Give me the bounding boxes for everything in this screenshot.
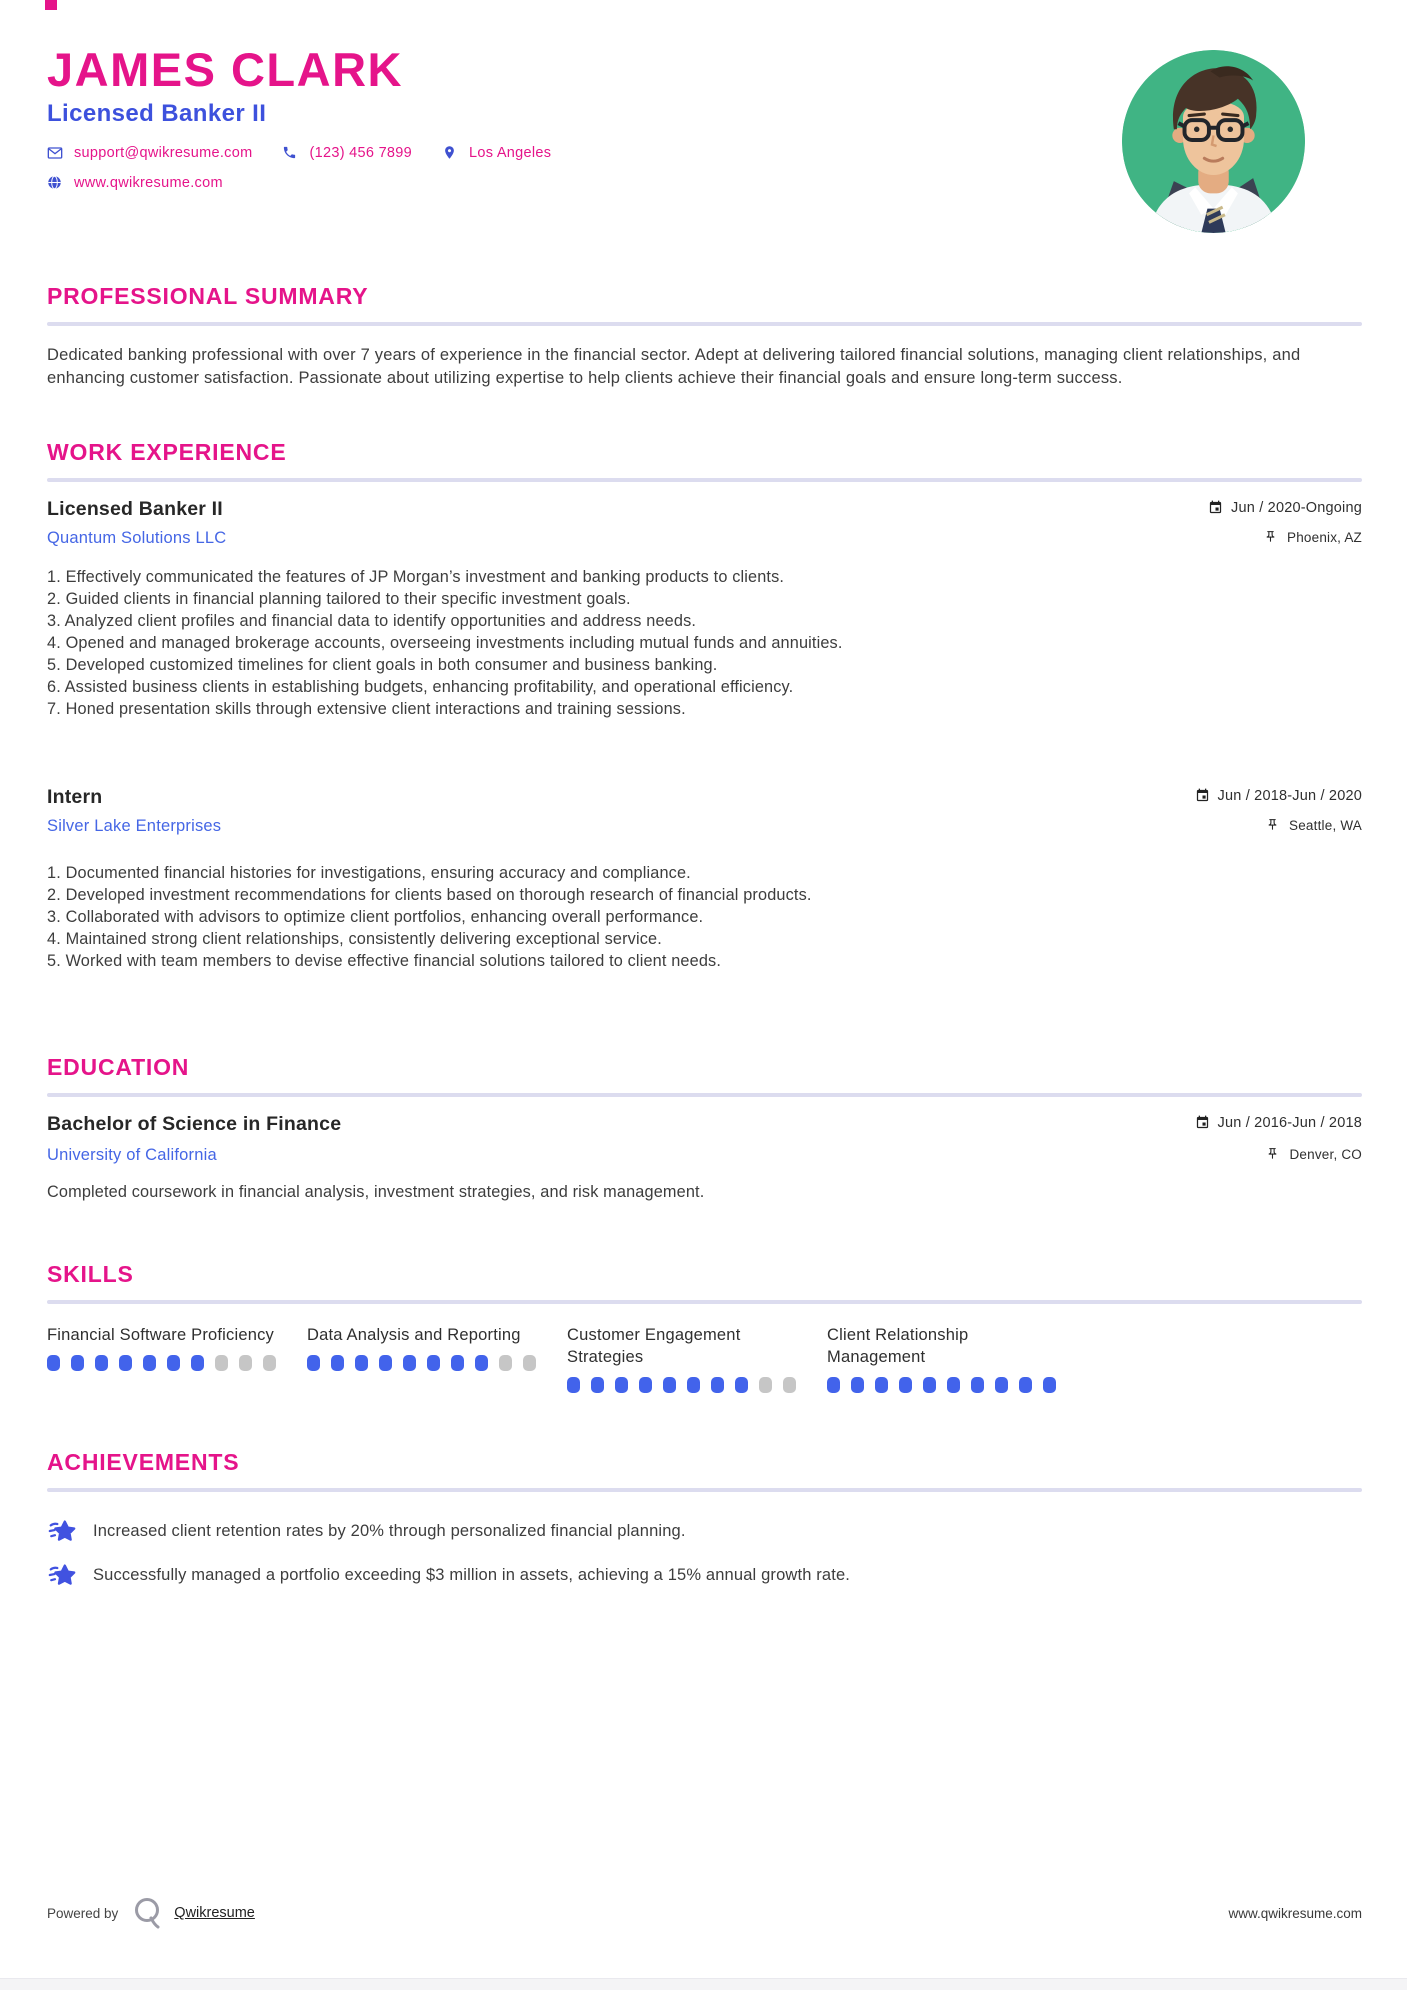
section-professional-summary xyxy=(47,283,1362,389)
page-bottom-edge xyxy=(0,1978,1407,1990)
skill-dot-filled xyxy=(995,1377,1008,1393)
job-bullet: Effectively communicated the features of JP Morgan’s investment and banking products to clients. xyxy=(65,568,785,586)
summary-text: Dedicated banking professional with over 7 years of experience in the financial sector. Adept at delivering tailored financial solutions, managing client relationships, and enhancing customer satisfaction. Passionate about utilizing expertise to help clients achieve their financial goals and ensure long-term success. xyxy=(47,346,1301,387)
skill-item xyxy=(567,1324,803,1393)
skill-dot-filled xyxy=(379,1355,392,1371)
school-name[interactable]: University of California xyxy=(47,1146,217,1164)
page-footer xyxy=(47,1896,1362,1930)
education-entry xyxy=(47,1113,1362,1203)
contact-location-label: Los Angeles xyxy=(469,145,552,161)
section-heading-skills: SKILLS xyxy=(47,1261,134,1287)
section-education xyxy=(47,1054,1362,1203)
degree-title: Bachelor of Science in Finance xyxy=(47,1113,342,1135)
skill-dot-empty xyxy=(783,1377,796,1393)
calendar-icon xyxy=(1195,788,1210,803)
job-dates xyxy=(1195,788,1362,804)
section-achievements xyxy=(47,1449,1362,1590)
job-bullet: Analyzed client profiles and financial data to identify opportunities and address needs. xyxy=(64,612,697,630)
skill-dot-filled xyxy=(355,1355,368,1371)
job-title: Intern xyxy=(47,786,103,808)
skill-dot-filled xyxy=(639,1377,652,1393)
skill-dot-filled xyxy=(1043,1377,1056,1393)
job-location xyxy=(1264,530,1362,545)
section-skills xyxy=(47,1261,1362,1393)
job-dates-label: Jun / 2018-Jun / 2020 xyxy=(1217,787,1362,804)
skill-dot-filled xyxy=(827,1377,840,1393)
skill-dot-filled xyxy=(191,1355,204,1371)
skill-item xyxy=(827,1324,1063,1393)
section-work-experience xyxy=(47,439,1362,972)
skill-dot-filled xyxy=(47,1355,60,1371)
skill-dot-filled xyxy=(143,1355,156,1371)
job-entry-2 xyxy=(47,786,1362,972)
avatar xyxy=(1122,50,1305,233)
job-location-label: Seattle, WA xyxy=(1289,818,1362,833)
section-divider xyxy=(47,1300,1362,1304)
contact-website[interactable] xyxy=(47,175,223,191)
skill-rating xyxy=(827,1377,1063,1393)
job-bullet-list xyxy=(47,862,1362,972)
contact-website-label: www.qwikresume.com xyxy=(74,175,223,191)
job-company[interactable]: Quantum Solutions LLC xyxy=(47,529,227,547)
section-divider xyxy=(47,1488,1362,1492)
skill-dot-filled xyxy=(947,1377,960,1393)
shooting-star-icon xyxy=(47,1560,77,1590)
skill-dot-empty xyxy=(499,1355,512,1371)
achievement-list xyxy=(47,1516,1362,1590)
map-pin-icon xyxy=(442,145,458,161)
contact-email[interactable] xyxy=(47,145,252,161)
pushpin-icon xyxy=(1264,530,1279,545)
calendar-icon xyxy=(1195,1115,1210,1130)
skill-grid xyxy=(47,1324,1362,1393)
achievement-item xyxy=(47,1516,1362,1546)
resume-header xyxy=(47,0,1362,191)
skill-dot-filled xyxy=(1019,1377,1032,1393)
skill-dot-filled xyxy=(167,1355,180,1371)
skill-dot-empty xyxy=(263,1355,276,1371)
job-bullet-list xyxy=(47,566,1362,720)
skill-dot-filled xyxy=(923,1377,936,1393)
achievement-text: Successfully managed a portfolio exceeding $3 million in assets, achieving a 15% annual growth rate. xyxy=(93,1566,851,1584)
education-dates xyxy=(1195,1115,1362,1131)
envelope-icon xyxy=(47,145,63,161)
skill-name: Data Analysis and Reporting xyxy=(307,1326,521,1344)
skill-dot-filled xyxy=(119,1355,132,1371)
section-heading-work: WORK EXPERIENCE xyxy=(47,439,287,465)
job-bullet: Worked with team members to devise effective financial solutions tailored to client needs. xyxy=(65,952,722,970)
skill-item xyxy=(307,1324,543,1393)
job-company[interactable]: Silver Lake Enterprises xyxy=(47,817,222,835)
section-divider xyxy=(47,1093,1362,1097)
job-bullet: Assisted business clients in establishing budgets, enhancing profitability, and operational efficiency. xyxy=(64,678,794,696)
brand-link[interactable]: Qwikresume xyxy=(174,1905,255,1921)
achievement-text: Increased client retention rates by 20% through personalized financial planning. xyxy=(93,1522,686,1540)
page-title: JAMES CLARK xyxy=(47,43,403,96)
contact-email-label: support@qwikresume.com xyxy=(74,145,253,161)
job-bullet: Opened and managed brokerage accounts, overseeing investments including mutual funds and annuities. xyxy=(65,634,843,652)
job-bullet: Developed customized timelines for client goals in both consumer and business banking. xyxy=(65,656,718,674)
job-entry-1 xyxy=(47,498,1362,720)
section-heading-achievements: ACHIEVEMENTS xyxy=(47,1449,240,1475)
skill-dot-filled xyxy=(711,1377,724,1393)
job-dates xyxy=(1208,500,1362,516)
phone-icon xyxy=(282,145,298,161)
education-dates-label: Jun / 2016-Jun / 2018 xyxy=(1217,1114,1362,1131)
skill-name: Client Relationship Management xyxy=(827,1326,969,1366)
job-bullet: Collaborated with advisors to optimize client portfolios, enhancing overall performance. xyxy=(65,908,704,926)
job-dates-label: Jun / 2020-Ongoing xyxy=(1231,499,1362,516)
skill-rating xyxy=(307,1355,543,1371)
skill-dot-empty xyxy=(523,1355,536,1371)
job-bullet: Guided clients in financial planning tailored to their specific investment goals. xyxy=(65,590,631,608)
section-divider xyxy=(47,322,1362,326)
skill-rating xyxy=(567,1377,803,1393)
job-bullet: Developed investment recommendations for clients based on thorough research of financial products. xyxy=(65,886,812,904)
job-bullet: Maintained strong client relationships, consistently delivering exceptional service. xyxy=(65,930,662,948)
skill-name: Customer Engagement Strategies xyxy=(567,1326,741,1366)
skill-dot-filled xyxy=(875,1377,888,1393)
skill-dot-filled xyxy=(663,1377,676,1393)
calendar-icon xyxy=(1208,500,1223,515)
skill-item xyxy=(47,1324,283,1393)
achievement-item xyxy=(47,1560,1362,1590)
section-heading-education: EDUCATION xyxy=(47,1054,190,1080)
job-bullet: Documented financial histories for investigations, ensuring accuracy and compliance. xyxy=(65,864,691,882)
q-logo-icon xyxy=(132,1896,164,1930)
skill-dot-empty xyxy=(215,1355,228,1371)
shooting-star-icon xyxy=(47,1516,77,1546)
education-location-label: Denver, CO xyxy=(1289,1147,1362,1162)
education-description: Completed coursework in financial analysis, investment strategies, and risk management. xyxy=(47,1183,705,1201)
education-location xyxy=(1266,1147,1362,1162)
job-title: Licensed Banker II xyxy=(47,498,223,520)
contact-location xyxy=(442,145,551,161)
skill-dot-filled xyxy=(591,1377,604,1393)
section-divider xyxy=(47,478,1362,482)
skill-dot-filled xyxy=(687,1377,700,1393)
skill-dot-filled xyxy=(451,1355,464,1371)
skill-dot-filled xyxy=(899,1377,912,1393)
skill-dot-filled xyxy=(95,1355,108,1371)
skill-dot-filled xyxy=(567,1377,580,1393)
pushpin-icon xyxy=(1266,818,1281,833)
footer-website: www.qwikresume.com xyxy=(1228,1905,1362,1921)
skill-dot-filled xyxy=(331,1355,344,1371)
skill-dot-filled xyxy=(615,1377,628,1393)
skill-dot-filled xyxy=(851,1377,864,1393)
section-heading-summary: PROFESSIONAL SUMMARY xyxy=(47,283,369,309)
skill-rating xyxy=(47,1355,283,1371)
skill-dot-filled xyxy=(971,1377,984,1393)
skill-dot-empty xyxy=(759,1377,772,1393)
contact-phone[interactable] xyxy=(282,145,412,161)
skill-dot-filled xyxy=(475,1355,488,1371)
contact-phone-label: (123) 456 7899 xyxy=(309,145,413,161)
job-bullet: Honed presentation skills through extensive client interactions and training sessions. xyxy=(65,700,686,718)
skill-dot-empty xyxy=(239,1355,252,1371)
skill-dot-filled xyxy=(427,1355,440,1371)
pushpin-icon xyxy=(1266,1147,1281,1162)
skill-dot-filled xyxy=(735,1377,748,1393)
job-location-label: Phoenix, AZ xyxy=(1287,530,1362,545)
job-subtitle: Licensed Banker II xyxy=(47,100,267,127)
skill-dot-filled xyxy=(403,1355,416,1371)
skill-dot-filled xyxy=(307,1355,320,1371)
skill-name: Financial Software Proficiency xyxy=(47,1326,275,1344)
job-location xyxy=(1266,818,1362,833)
powered-by-label: Powered by xyxy=(47,1905,119,1921)
skill-dot-filled xyxy=(71,1355,84,1371)
globe-icon xyxy=(47,175,63,191)
